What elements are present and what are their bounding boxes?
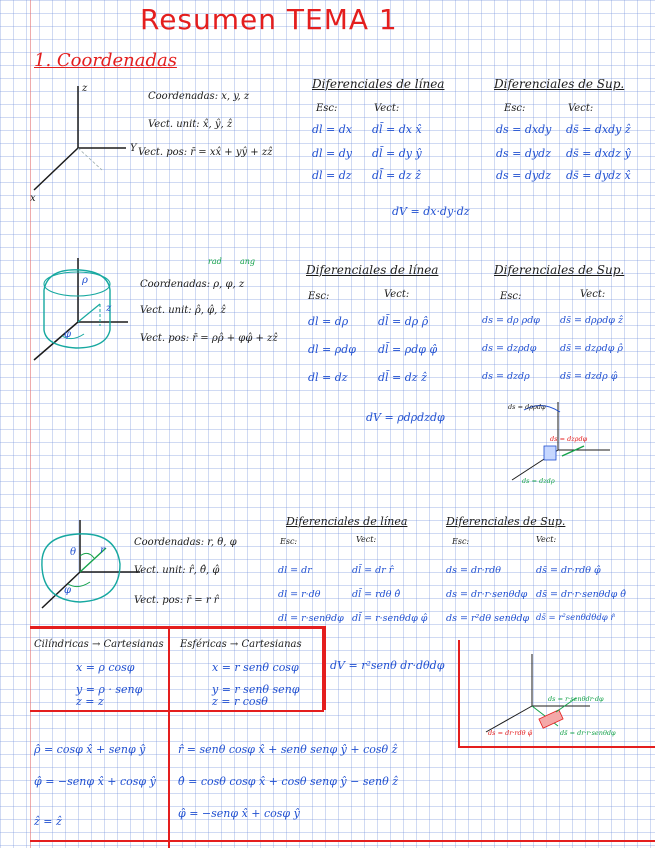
cyl-ds-vect-3: ds̄ = dzdρ φ̂ xyxy=(560,371,618,382)
conversion-box-divider xyxy=(168,626,170,848)
conversion-box-mid xyxy=(30,710,324,712)
cart-ds-vect: Vect: xyxy=(568,103,594,114)
cyl-dl-esc: Esc: xyxy=(308,291,330,302)
cart-coordinates: Coordenadas: x, y, z xyxy=(148,91,250,102)
cart-dl-esc: Esc: xyxy=(316,103,338,114)
sph-to-cart-x: x = r senθ cosφ xyxy=(212,661,299,674)
cyl-to-cart-header: Cilíndricas → Cartesianas xyxy=(34,639,164,650)
cyl-tag-ang: ang xyxy=(240,257,256,266)
sph-ds-vect-1: ds̄ = dr·rdθ φ̂ xyxy=(536,565,601,576)
cyl-dl-esc-1: dl = dρ xyxy=(308,315,349,328)
cyl-unit-z: ẑ = ẑ xyxy=(34,815,62,828)
section-heading: 1. Coordenadas xyxy=(34,50,177,71)
sph-volume: dV = r²senθ dr·dθdφ xyxy=(330,659,445,672)
spherical-box-left xyxy=(458,640,460,748)
cyl-fig-label-phi: φ xyxy=(64,329,72,340)
sph-ds-vect: Vect: xyxy=(536,535,557,544)
cyl-ds-vect-1: ds̄ = dρρdφ ẑ xyxy=(560,315,623,326)
sph-ds-esc-1: ds = dr·rdθ xyxy=(446,565,501,576)
conversion-box-bottom xyxy=(30,840,655,842)
cyl-dl-vect: Vect: xyxy=(384,289,410,300)
sph-to-cart-y: y = r senθ senφ xyxy=(212,683,300,696)
cyl-ds-esc-1: ds = dρ ρdφ xyxy=(482,315,540,326)
cyl-fig-label-z: z xyxy=(106,303,112,314)
sph-dl-esc-2: dl = r·dθ xyxy=(278,589,321,600)
cyl-to-cart-x: x = ρ cosφ xyxy=(76,661,135,674)
sph-ds-header: Diferenciales de Sup. xyxy=(446,515,566,528)
cart-ds-esc: Esc: xyxy=(504,103,526,114)
sph-dl-esc: Esc: xyxy=(280,537,298,546)
sph-fig-label-phi: φ xyxy=(64,585,72,596)
sph-dl-esc-1: dl = dr xyxy=(278,565,312,576)
cart-dl-esc-3: dl = dz xyxy=(312,169,352,182)
cart-ds-vect-1: ds̄ = dxdy ẑ xyxy=(566,123,631,136)
sph-sketch-label-3: ds̄ = dr·r·senθdφ xyxy=(560,729,616,737)
cyl-unit-phi: φ̂ = −senφ x̂ + cosφ ŷ xyxy=(34,775,156,788)
cart-ds-esc-2: ds = dydz xyxy=(496,147,551,160)
sph-ds-vect-2: ds̄ = dr·r·senθdφ θ̂ xyxy=(536,589,626,600)
cyl-ds-header: Diferenciales de Sup. xyxy=(494,263,625,277)
cart-volume: dV = dx·dy·dz xyxy=(392,205,470,218)
sph-coordinates: Coordenadas: r, θ, φ xyxy=(134,537,237,548)
cyl-differential-sketch xyxy=(502,398,620,492)
cyl-ds-esc-3: ds = dzdρ xyxy=(482,371,530,382)
cyl-ds-esc: Esc: xyxy=(500,291,522,302)
cart-ds-esc-1: ds = dxdy xyxy=(496,123,552,136)
sph-sketch-label-1: ds = r·senθdr·dφ xyxy=(548,695,604,703)
sph-unit-r: r̂ = senθ cosφ x̂ + senθ senφ ŷ + cosθ ẑ xyxy=(178,743,398,756)
cyl-fig-label-rho: ρ xyxy=(82,275,88,286)
cyl-dl-vect-1: dl̄ = dρ ρ̂ xyxy=(378,315,429,328)
sph-dl-vect-2: dl̄ = rdθ θ̂ xyxy=(352,589,401,600)
sph-fig-label-r: r xyxy=(100,545,105,556)
cyl-unit-rho: ρ̂ = cosφ x̂ + senφ ŷ xyxy=(34,743,146,756)
cyl-dl-esc-3: dl = dz xyxy=(308,371,348,384)
cyl-volume: dV = ρdρdzdφ xyxy=(366,411,445,424)
spherical-figure xyxy=(28,520,148,620)
page-title: Resumen TEMA 1 xyxy=(140,3,398,36)
cylindrical-figure xyxy=(28,256,148,366)
sph-unit-theta: θ̂ = cosθ cosφ x̂ + cosθ senφ ŷ − senθ ẑ xyxy=(178,775,398,788)
sph-position-vector: Vect. pos: r̄ = r r̂ xyxy=(134,595,219,606)
cyl-sketch-label-1: ds = dρρdφ xyxy=(508,403,546,411)
cart-ds-esc-3: ds = dydz xyxy=(496,169,551,182)
conversion-box-step xyxy=(322,626,326,710)
cyl-dl-vect-2: dl̄ = ρdφ φ̂ xyxy=(378,343,438,356)
axis-label-x: x xyxy=(30,193,36,204)
sph-dl-vect-1: dl̄ = dr r̂ xyxy=(352,565,394,576)
sph-dl-vect-3: dl̄ = r·senθdφ φ̂ xyxy=(352,613,428,624)
cyl-tag-rad: rad xyxy=(208,257,222,266)
cart-position-vector: Vect. pos: r̄ = xx̂ + yŷ + zẑ xyxy=(138,147,273,158)
sph-sketch-label-2: ds = dr·rdθ φ̂ xyxy=(488,729,533,737)
cart-dl-vect: Vect: xyxy=(374,103,400,114)
cart-ds-header: Diferenciales de Sup. xyxy=(494,77,625,91)
cart-unit-vectors: Vect. unit: x̂, ŷ, ẑ xyxy=(148,119,233,130)
cart-dl-vect-2: dl̄ = dy ŷ xyxy=(372,147,422,160)
cart-ds-vect-3: ds̄ = dydz x̂ xyxy=(566,169,631,182)
sph-unit-vectors: Vect. unit: r̂, θ̂, φ̂ xyxy=(134,565,220,576)
sph-to-cart-header: Esféricas → Cartesianas xyxy=(180,639,302,650)
cyl-dl-header: Diferenciales de línea xyxy=(306,263,439,277)
sph-to-cart-z: z = r cosθ xyxy=(212,695,268,708)
axis-label-y: Y xyxy=(130,143,137,154)
cyl-sketch-label-2: ds = dzρdφ xyxy=(550,435,588,443)
sph-dl-vect: Vect: xyxy=(356,535,377,544)
cart-ds-vect-2: ds̄ = dxdz ŷ xyxy=(566,147,631,160)
cyl-to-cart-y: y = ρ · senφ xyxy=(76,683,143,696)
cyl-ds-vect-2: ds̄ = dzρdφ ρ̂ xyxy=(560,343,623,354)
sph-dl-header: Diferenciales de línea xyxy=(286,515,408,528)
sph-ds-vect-3: ds̄ = r²senθdθdφ r̂ xyxy=(536,613,615,623)
sph-dl-esc-3: dl = r·senθdφ xyxy=(278,613,344,624)
sph-ds-esc-2: ds = dr·r·senθdφ xyxy=(446,589,528,600)
cyl-dl-vect-3: dl̄ = dz ẑ xyxy=(378,371,427,384)
sph-unit-phi: φ̂ = −senφ x̂ + cosφ ŷ xyxy=(178,807,300,820)
cyl-dl-esc-2: dl = ρdφ xyxy=(308,343,356,356)
cyl-to-cart-z: z = z xyxy=(76,695,104,708)
cart-dl-esc-1: dl = dx xyxy=(312,123,353,136)
cyl-ds-esc-2: ds = dzρdφ xyxy=(482,343,537,354)
sph-ds-esc-3: ds = r²dθ senθdφ xyxy=(446,613,530,624)
sph-fig-label-theta: θ xyxy=(70,547,77,558)
cart-dl-esc-2: dl = dy xyxy=(312,147,353,160)
cyl-coordinates: Coordenadas: ρ, φ, z xyxy=(140,279,245,290)
cart-dl-vect-3: dl̄ = dz ẑ xyxy=(372,169,421,182)
cart-dl-header: Diferenciales de línea xyxy=(312,77,445,91)
cyl-sketch-label-3: ds = dzdρ xyxy=(522,477,555,485)
axis-label-z: z xyxy=(82,83,88,94)
cart-dl-vect-1: dl̄ = dx x̂ xyxy=(372,123,422,136)
cyl-unit-vectors: Vect. unit: ρ̂, φ̂, ẑ xyxy=(140,305,226,316)
spherical-box-bottom xyxy=(458,746,655,748)
cyl-position-vector: Vect. pos: r̄ = ρρ̂ + φφ̂ + zẑ xyxy=(140,333,278,344)
conversion-box-top xyxy=(30,626,324,629)
sph-ds-esc: Esc: xyxy=(452,537,470,546)
cyl-ds-vect: Vect: xyxy=(580,289,606,300)
